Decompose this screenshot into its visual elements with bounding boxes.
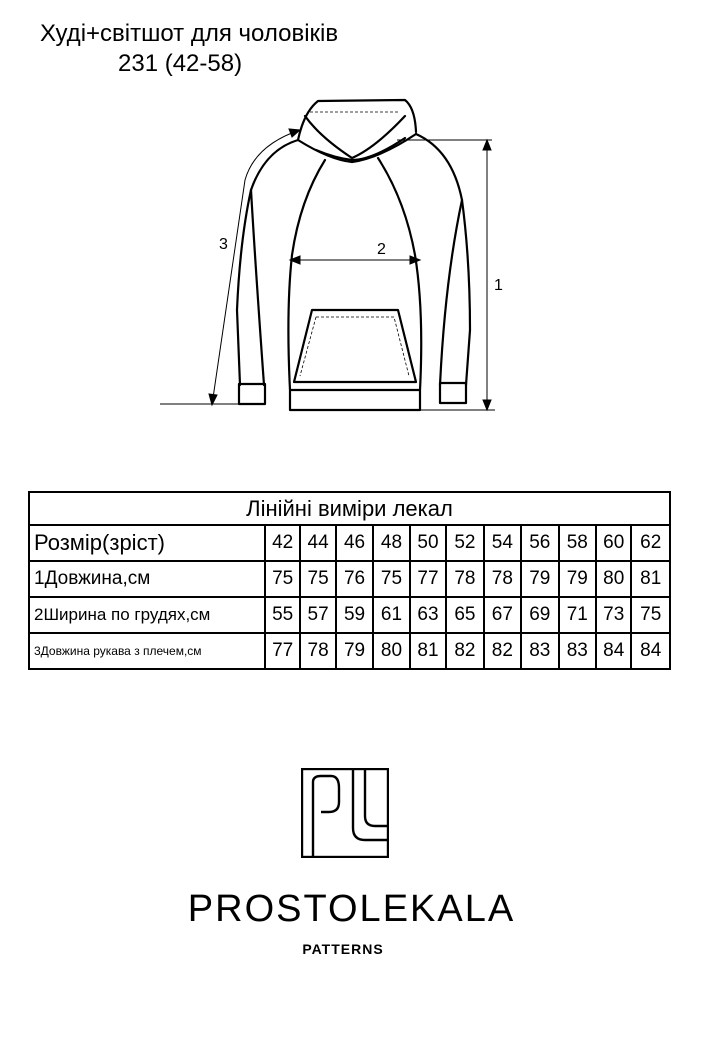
table-row	[29, 633, 670, 669]
hoodie-drawing	[0, 0, 703, 440]
size-row	[29, 525, 670, 561]
value-cell: 63	[410, 597, 446, 633]
size-cell: 54	[484, 525, 521, 561]
value-cell: 75	[265, 561, 300, 597]
value-cell: 82	[446, 633, 483, 669]
value-cell: 69	[521, 597, 558, 633]
dim-1-label: 1	[494, 277, 503, 294]
value-cell: 76	[336, 561, 373, 597]
value-cell: 82	[484, 633, 521, 669]
size-label: Розмір(зріст)	[29, 525, 265, 561]
brand-name: PROSTOLEKALA	[187, 888, 516, 930]
value-cell: 78	[484, 561, 521, 597]
size-cell: 56	[521, 525, 558, 561]
value-cell: 65	[446, 597, 483, 633]
value-cell: 55	[265, 597, 300, 633]
value-cell: 80	[373, 633, 409, 669]
table-row	[29, 561, 670, 597]
brand-logo-mark	[301, 768, 389, 858]
size-cell: 42	[265, 525, 300, 561]
value-cell: 83	[521, 633, 558, 669]
value-cell: 57	[300, 597, 335, 633]
size-cell: 58	[559, 525, 596, 561]
value-cell: 84	[596, 633, 631, 669]
value-cell: 59	[336, 597, 373, 633]
value-cell: 78	[300, 633, 335, 669]
row-label: 2Ширина по грудях,см	[29, 597, 265, 633]
value-cell: 73	[596, 597, 631, 633]
value-cell: 77	[410, 561, 446, 597]
row-label: 3Довжина рукава з плечем,см	[29, 633, 265, 669]
size-cell: 52	[446, 525, 483, 561]
value-cell: 79	[521, 561, 558, 597]
table-title: Лінійні виміри лекал	[29, 492, 670, 525]
value-cell: 67	[484, 597, 521, 633]
value-cell: 75	[373, 561, 409, 597]
measurements-table	[28, 491, 671, 670]
value-cell: 77	[265, 633, 300, 669]
row-label: 1Довжина,см	[29, 561, 265, 597]
pattern-number: 231 (42-58)	[118, 50, 243, 77]
value-cell: 75	[300, 561, 335, 597]
size-cell: 60	[596, 525, 631, 561]
size-cell: 50	[410, 525, 446, 561]
value-cell: 80	[596, 561, 631, 597]
value-cell: 79	[336, 633, 373, 669]
dim-2-label: 2	[377, 241, 386, 258]
dim-3-label: 3	[219, 236, 228, 253]
value-cell: 81	[410, 633, 446, 669]
value-cell: 78	[446, 561, 483, 597]
value-cell: 75	[631, 597, 670, 633]
size-cell: 48	[373, 525, 409, 561]
brand-tagline: PATTERNS	[302, 941, 384, 957]
value-cell: 84	[631, 633, 670, 669]
size-cell: 62	[631, 525, 670, 561]
value-cell: 79	[559, 561, 596, 597]
value-cell: 81	[631, 561, 670, 597]
value-cell: 71	[559, 597, 596, 633]
value-cell: 83	[559, 633, 596, 669]
pattern-title: Худі+світшот для чоловіків	[40, 20, 339, 47]
size-cell: 44	[300, 525, 335, 561]
size-cell: 46	[336, 525, 373, 561]
table-row	[29, 597, 670, 633]
value-cell: 61	[373, 597, 409, 633]
